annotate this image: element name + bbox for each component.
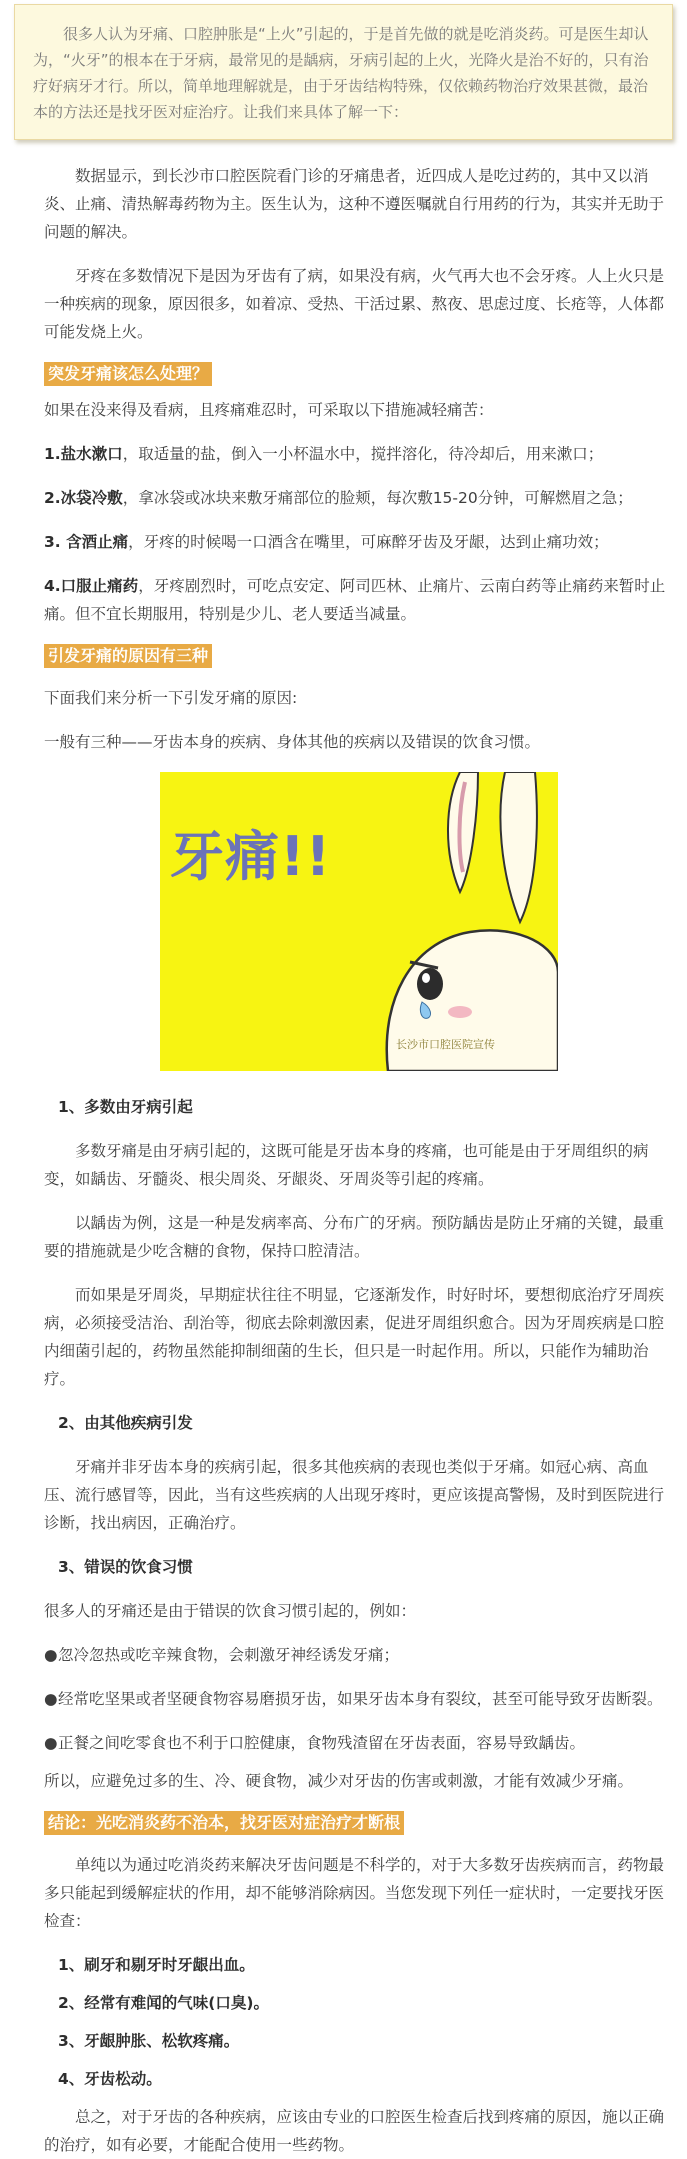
remedy-text: ，牙疼剧烈时，可吃点安定、阿司匹林、止痛片、云南白药等止痛药来暂时止痛。但不宜长期服用，特别是少儿、老人要适当减量。	[44, 577, 666, 623]
list-item-text: 正餐之间吃零食也不利于口腔健康，食物残渣留在牙齿表面，容易导致龋齿。	[58, 1734, 586, 1752]
remedy-lead: 2.冰袋冷敷	[44, 489, 123, 507]
symptom-item: 4、牙齿松动。	[58, 2070, 162, 2088]
paragraph-cause: 牙疼在多数情况下是因为牙齿有了病，如果没有病，火气再大也不会牙疼。人上火只是一种疾病的现象，原因很多，如着凉、受热、干活过累、熬夜、思虑过度、长疮等，人体都可能发烧上火。	[44, 267, 665, 341]
section-summary: 一般有三种——牙齿本身的疾病、身体其他的疾病以及错误的饮食习惯。	[44, 733, 541, 751]
list-item-text: 经常吃坚果或者坚硬食物容易磨损牙齿，如果牙齿本身有裂纹，甚至可能导致牙齿断裂。	[58, 1690, 663, 1708]
bullet-icon: ●	[44, 1646, 58, 1664]
remedy-item	[14, 528, 673, 556]
remedy-item	[14, 572, 673, 628]
paragraph: 单纯以为通过吃消炎药来解决牙齿问题是不科学的，对于大多数牙齿疾病而言，药物最多只能起到缓解症状的作用，却不能够消除病因。当您发现下列任一症状时，一定要找牙医检查：	[44, 1856, 665, 1930]
list-item-text: 忽冷忽热或吃辛辣食物，会刺激牙神经诱发牙痛；	[58, 1646, 400, 1664]
symptom-item: 1、刷牙和剔牙时牙龈出血。	[58, 1956, 255, 1974]
illustration-watermark: 长沙市口腔医院宣传	[396, 1038, 495, 1051]
remedy-lead: 3. 含酒止痛	[44, 533, 129, 551]
section-heading: 结论：光吃消炎药不治本，找牙医对症治疗才断根	[44, 1811, 404, 1835]
list-item	[14, 1685, 673, 1713]
remedy-item	[14, 484, 673, 512]
intro-callout	[14, 4, 673, 140]
section-heading: 突发牙痛该怎么处理？	[44, 362, 212, 386]
illustration-title: 牙痛!!	[170, 825, 332, 888]
subsection-heading: 3、错误的饮食习惯	[58, 1558, 193, 1576]
subsection-heading: 2、由其他疾病引发	[58, 1414, 193, 1432]
remedy-lead: 4.口服止痛药	[44, 577, 139, 595]
symptom-item: 2、经常有难闻的气味(口臭)。	[58, 1994, 269, 2012]
paragraph: 多数牙痛是由牙病引起的，这既可能是牙齿本身的疼痛，也可能是由于牙周组织的病变，如龋齿、牙髓炎、根尖周炎、牙龈炎、牙周炎等引起的疼痛。	[44, 1142, 649, 1188]
list-item	[14, 1641, 673, 1669]
paragraph: 很多人的牙痛还是由于错误的饮食习惯引起的，例如：	[44, 1602, 417, 1620]
section-emergency	[14, 362, 673, 628]
subsection-heading: 1、多数由牙病引起	[58, 1098, 193, 1116]
remedy-text: ，取适量的盐，倒入一小杯温水中，搅拌溶化，待冷却后，用来漱口；	[122, 445, 604, 463]
bullet-icon: ●	[44, 1690, 58, 1708]
list-item	[14, 1729, 673, 1757]
paragraph: 而如果是牙周炎，早期症状往往不明显，它逐渐发作，时好时坏，要想彻底治疗牙周疾病，必须接受洁治、刮治等，彻底去除刺激因素，促进牙周组织愈合。因为牙周疾病是口腔内细菌引起的，药物虽然能抑制细菌的生长，但只是一时起作用。所以，只能作为辅助治疗。	[44, 1286, 665, 1388]
symptom-item: 3、牙龈肿胀、松软疼痛。	[58, 2032, 240, 2050]
paragraph: 以龋齿为例，这是一种是发病率高、分布广的牙病。预防龋齿是防止牙痛的关键，最重要的措施就是少吃含糖的食物，保持口腔清洁。	[44, 1214, 665, 1260]
section-conclusion	[14, 1811, 673, 2159]
paragraph: 牙痛并非牙齿本身的疾病引起，很多其他疾病的表现也类似于牙痛。如冠心病、高血压、流行感冒等，因此，当有这些疾病的人出现牙疼时，更应该提高警惕，及时到医院进行诊断，找出病因，正确治疗。	[44, 1458, 665, 1532]
remedy-text: ，牙疼的时候喝一口酒含在嘴里，可麻醉牙齿及牙龈，达到止痛功效；	[128, 533, 609, 551]
paragraph: 所以，应避免过多的生、冷、硬食物，减少对牙齿的伤害或刺激，才能有效减少牙痛。	[44, 1772, 634, 1790]
bullet-icon: ●	[44, 1734, 58, 1752]
paragraph-closing: 总之，对于牙齿的各种疾病，应该由专业的口腔医生检查后找到疼痛的原因，施以正确的治疗，如有必要，才能配合使用一些药物。	[44, 2108, 665, 2154]
section-intro: 下面我们来分析一下引发牙痛的原因:	[44, 689, 298, 707]
toothache-illustration	[160, 772, 558, 1071]
remedy-item	[14, 440, 673, 468]
remedy-text: ，拿冰袋或冰块来敷牙痛部位的脸颊，每次敷15-20分钟，可解燃眉之急；	[122, 489, 633, 507]
intro-text: 很多人认为牙痛、口腔肿胀是“上火”引起的，于是首先做的就是吃消炎药。可是医生却认为，“火牙”的根本在于牙病，最常见的是龋病，牙病引起的上火，光降火是治不好的，只有治疗好病牙才行。所以，简单地理解就是，由于牙齿结构特殊，仅依赖药物治疗效果甚微，最治本的方法还是找牙医对症治疗。让我们来具体了解一下：	[33, 25, 649, 121]
remedy-lead: 1.盐水漱口	[44, 445, 123, 463]
section-intro: 如果在没来得及看病，且疼痛难忍时，可采取以下措施减轻痛苦：	[44, 401, 494, 419]
section-heading: 引发牙痛的原因有三种	[44, 644, 212, 668]
article	[0, 4, 687, 2159]
paragraph-data: 数据显示，到长沙市口腔医院看门诊的牙痛患者，近四成人是吃过药的，其中又以消炎、止痛、清热解毒药物为主。医生认为，这种不遵医嘱就自行用药的行为，其实并无助于问题的解决。	[44, 167, 665, 241]
section-causes	[14, 644, 673, 1795]
